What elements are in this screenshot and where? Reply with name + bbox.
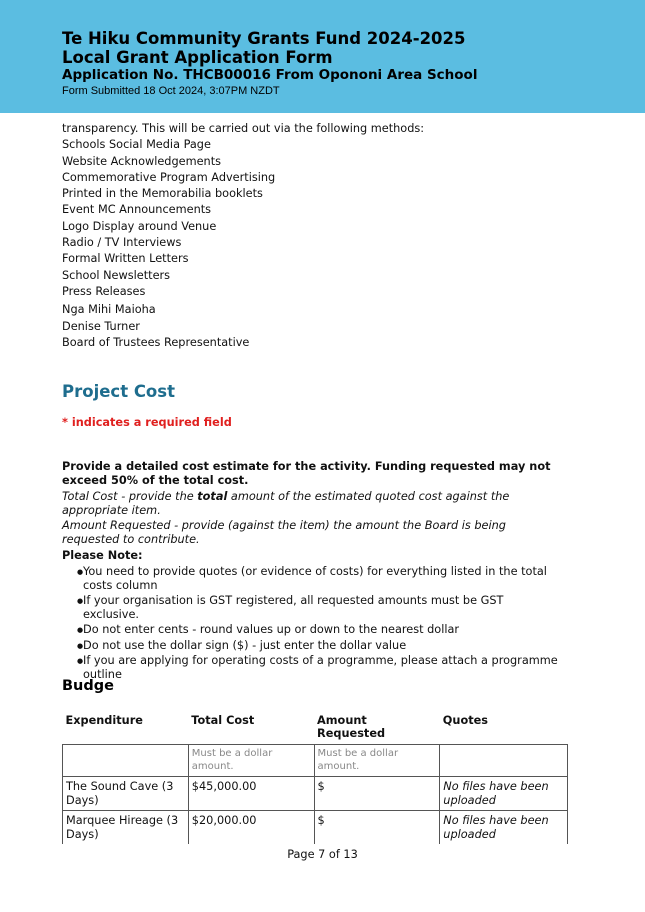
section-title: Project Cost <box>62 382 175 401</box>
list-item: ● Do not enter cents - round values up or down to the nearest dollar <box>62 623 562 637</box>
body-line: Radio / TV Interviews <box>62 236 182 250</box>
table-row <box>63 811 568 845</box>
list-item: ● If your organisation is GST registered, all requested amounts must be GST exclusive. <box>62 594 562 621</box>
notes-list <box>62 565 562 681</box>
amount-requested-cell: $ <box>314 811 440 845</box>
quotes-cell: No files have been uploaded <box>440 811 568 845</box>
fund-title: Te Hiku Community Grants Fund 2024-2025 <box>62 29 466 48</box>
column-header-quotes: Quotes <box>442 714 488 727</box>
body-line: Commemorative Program Advertising <box>62 170 276 184</box>
instruction-heading: Provide a detailed cost estimate for the activity. Funding requested may not exceed 50% of the total cost. <box>62 460 551 487</box>
form-title: Local Grant Application Form <box>62 48 333 67</box>
body-line: School Newsletters <box>62 268 171 282</box>
signoff-line: Nga Mihi Maioha <box>62 303 156 317</box>
instructions <box>62 460 562 683</box>
column-header-expenditure: Expenditure <box>65 714 143 727</box>
list-item: ● You need to provide quotes (or evidence of costs) for everything listed in the total costs column <box>62 565 562 592</box>
list-item: ● If you are applying for operating costs of a programme, please attach a programme outline <box>62 654 562 681</box>
response-text <box>62 121 582 351</box>
signoff-line: Board of Trustees Representative <box>62 335 250 349</box>
hint-row <box>63 745 568 777</box>
amount-requested-instruction: Amount Requested - provide (against the item) the amount the Board is being requested to contribute. <box>62 519 506 546</box>
amount-requested-cell: $ <box>314 777 440 811</box>
total-cost-instruction: Total Cost - provide the total amount of the estimated quoted cost against the appropriate item. <box>62 490 510 517</box>
total-cost-hint: Must be a dollar amount. <box>188 745 314 777</box>
quotes-cell: No files have been uploaded <box>440 777 568 811</box>
submitted-date: Form Submitted 18 Oct 2024, 3:07PM NZDT <box>62 85 280 97</box>
page-header <box>0 0 645 113</box>
body-line: transparency. This will be carried out via the following methods: <box>62 122 425 135</box>
body-line: Formal Written Letters <box>62 252 189 266</box>
body-line: Website Acknowledgements <box>62 154 222 168</box>
column-header-total-cost: Total Cost <box>191 714 255 727</box>
list-item: ● Do not use the dollar sign ($) - just enter the dollar value <box>62 639 562 653</box>
body-line: Event MC Announcements <box>62 203 212 217</box>
page-number: Page 7 of 13 <box>287 848 358 861</box>
body-line: Printed in the Memorabilia booklets <box>62 187 263 201</box>
budget-table <box>62 712 568 844</box>
expenditure-cell: The Sound Cave (3 Days) <box>63 777 189 811</box>
body-line: Schools Social Media Page <box>62 138 211 152</box>
body-line: Press Releases <box>62 284 146 298</box>
table-cell <box>63 745 189 777</box>
amount-requested-hint: Must be a dollar amount. <box>314 745 440 777</box>
total-cost-cell: $45,000.00 <box>188 777 314 811</box>
budget-title: Budge <box>62 678 114 694</box>
table-row <box>63 777 568 811</box>
total-cost-cell: $20,000.00 <box>188 811 314 845</box>
required-field-note: * indicates a required field <box>62 416 232 429</box>
table-cell <box>440 745 568 777</box>
expenditure-cell: Marquee Hireage (3 Days) <box>63 811 189 845</box>
signoff-line: Denise Turner <box>62 319 140 333</box>
column-header-amount-requested: Amount Requested <box>317 714 386 740</box>
note-title: Please Note: <box>62 549 143 562</box>
application-number: Application No. THCB00016 From Opononi Area School <box>62 67 478 83</box>
body-line: Logo Display around Venue <box>62 219 217 233</box>
